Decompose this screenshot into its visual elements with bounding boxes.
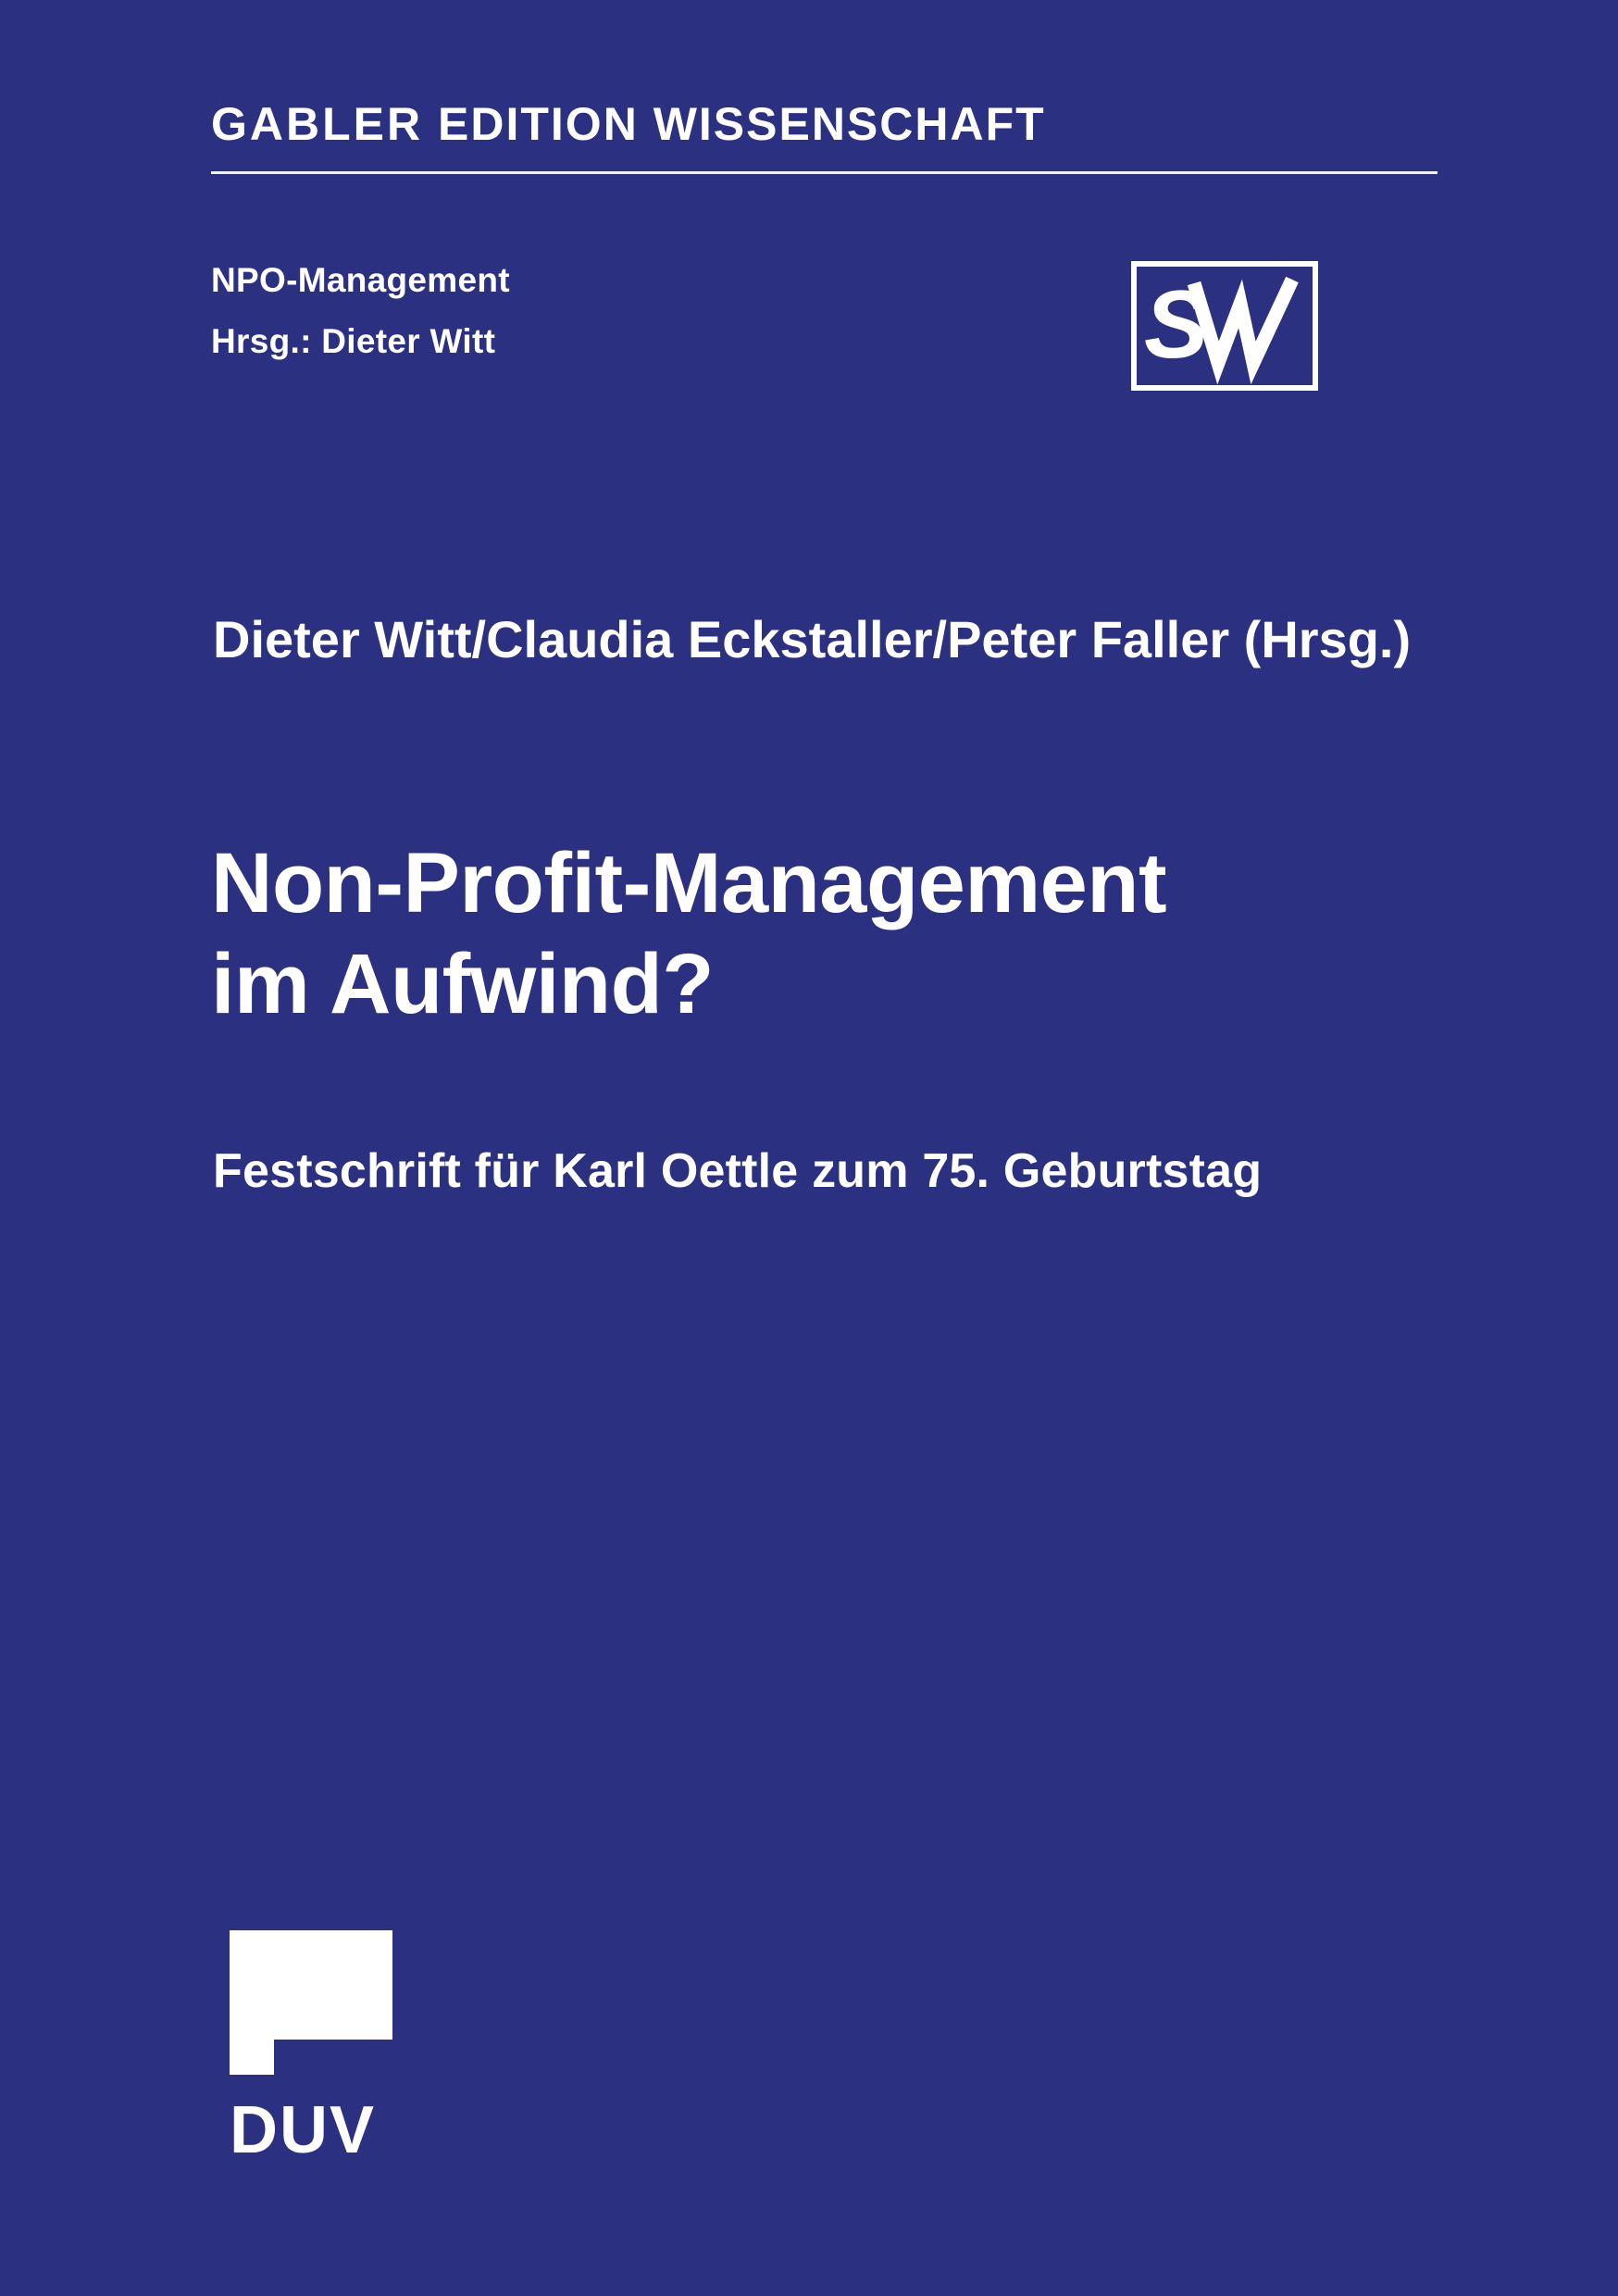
series-name: NPO-Management (211, 261, 510, 299)
duv-logo-shape (230, 1930, 392, 2040)
book-title-line-1: Non-Profit-Management (211, 836, 1167, 930)
editors-line: Dieter Witt/Claudia Eckstaller/Peter Faller (Hrsg.) (213, 610, 1412, 668)
header-divider (211, 171, 1438, 174)
series-editor: Hrsg.: Dieter Witt (211, 322, 496, 360)
book-title-line-2: im Aufwind? (211, 936, 714, 1031)
imprint-brand: GABLER (211, 98, 424, 150)
duv-logo-text: DUV (230, 2093, 377, 2167)
imprint-subtitle: EDITION WISSENSCHAFT (438, 98, 1046, 150)
sw-logo-icon (1137, 267, 1313, 385)
book-subtitle: Festschrift für Karl Oettle zum 75. Geburtstag (213, 1144, 1263, 1198)
duv-publisher-logo (230, 1930, 396, 2167)
duv-logo-notch (230, 2040, 274, 2075)
imprint-header (211, 97, 1442, 151)
book-title (211, 833, 1461, 1034)
svg-text:S: S (1144, 271, 1209, 379)
imprint-rest (423, 98, 438, 150)
sw-publisher-logo (1131, 261, 1318, 391)
